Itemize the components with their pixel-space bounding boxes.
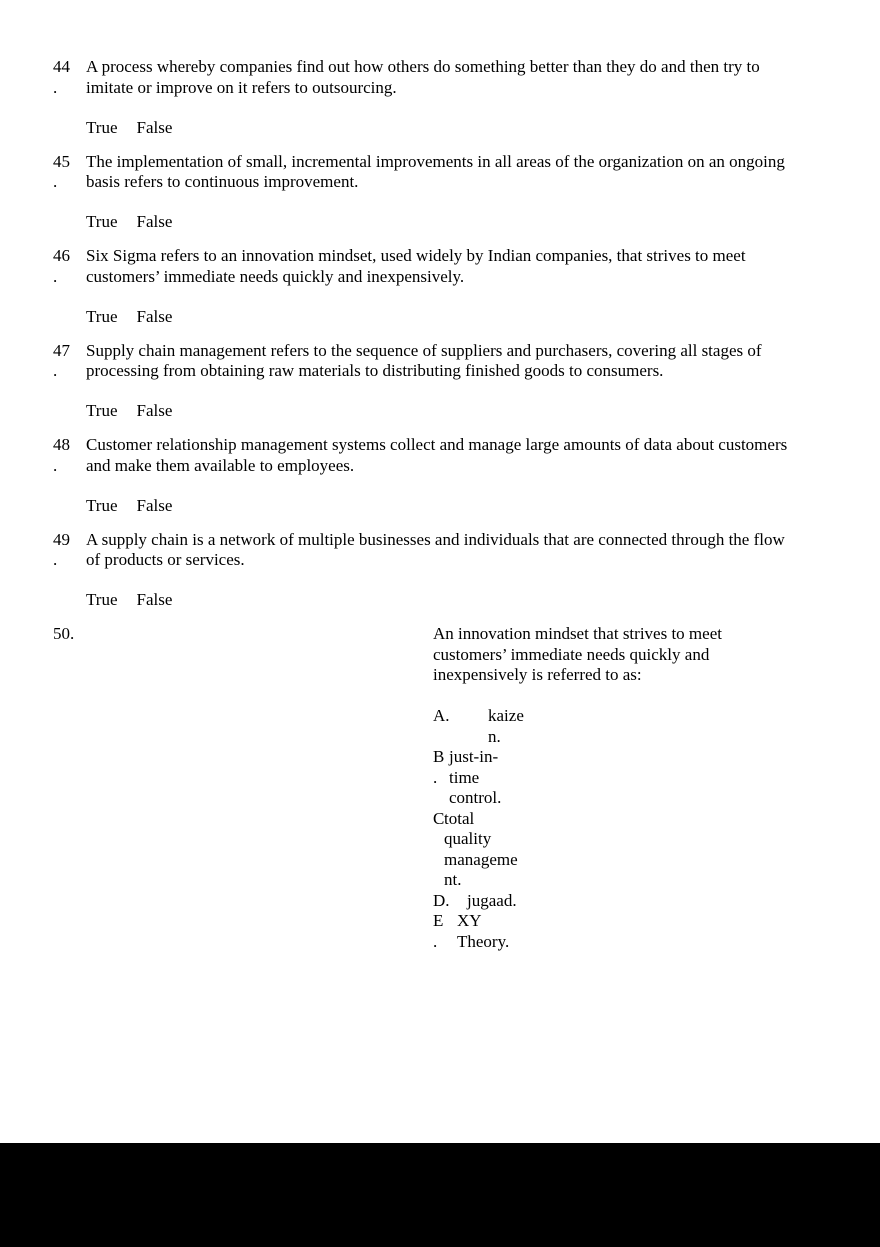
choice-text-line: just-in- [449, 747, 499, 766]
question-list [53, 57, 833, 952]
question-number-digits: 45 [53, 151, 70, 171]
choice-a[interactable] [433, 706, 743, 747]
choice-letter [433, 706, 488, 747]
true-false-options [86, 307, 833, 328]
choice-text-line: manageme [444, 849, 518, 869]
question-text-line: customers’ immediate needs quickly and inexpensively. [86, 266, 465, 286]
choice-text-line: n. [488, 726, 501, 746]
choice-text [449, 747, 501, 809]
question-number-dot: . [53, 172, 58, 191]
question-text-line: An innovation mindset that strives to meet [433, 624, 722, 643]
question-text-line: and make them available to employees. [86, 455, 355, 475]
question-text [433, 624, 743, 686]
question-number-digits: 50. [53, 624, 75, 643]
true-false-options [86, 401, 833, 422]
question-text-line: The implementation of small, incremental improvements in all areas of the organization on an ongoing [86, 151, 785, 171]
question-number-dot: . [53, 550, 58, 569]
true-false-options [86, 496, 833, 517]
true-option[interactable]: True [86, 306, 118, 326]
question-text-line: Customer relationship management systems collect and manage large amounts of data about customers [86, 435, 788, 454]
false-option[interactable]: False [136, 117, 173, 137]
answer-choices [433, 706, 743, 952]
choice-text-line: XY [457, 911, 482, 930]
choice-text-line: nt. [444, 870, 462, 889]
choice-text-line: jugaad. [467, 890, 517, 910]
question-number [53, 624, 433, 952]
choice-letter-line: D. [433, 890, 450, 910]
question-number [53, 57, 86, 98]
choice-text-line: kaize [488, 706, 524, 725]
choice-text [444, 809, 518, 891]
question-50 [53, 624, 833, 952]
false-option[interactable]: False [136, 212, 173, 231]
question-number [53, 152, 86, 193]
choice-text-line: total [444, 808, 475, 828]
question-50-body [433, 624, 743, 952]
choice-letter-line: A. [433, 706, 450, 725]
question-text-line: Supply chain management refers to the sequence of suppliers and purchasers, covering all stages of [86, 340, 762, 360]
choice-letter-line: B [433, 747, 445, 766]
choice-letter-line: C [433, 808, 445, 828]
question-number [53, 435, 86, 476]
choice-text [488, 706, 524, 747]
question-49 [53, 530, 833, 611]
choice-text-line: Theory. [457, 931, 510, 951]
question-text [86, 57, 833, 98]
question-number-digits: 44 [53, 57, 70, 76]
question-text-line: of products or services. [86, 550, 245, 569]
question-44 [53, 57, 833, 138]
choice-text-line: time [449, 767, 480, 787]
question-48 [53, 435, 833, 516]
false-option[interactable]: False [136, 590, 173, 609]
question-text [86, 341, 833, 382]
true-false-options [86, 212, 833, 233]
choice-letter [433, 891, 467, 912]
question-number-dot: . [53, 455, 58, 475]
choice-c[interactable] [433, 809, 743, 891]
true-option[interactable]: True [86, 495, 118, 515]
question-text [86, 246, 833, 287]
question-text-line: processing from obtaining raw materials to distributing finished goods to consumers. [86, 361, 664, 380]
choice-letter-line: E [433, 911, 444, 930]
question-text [86, 530, 833, 571]
question-47 [53, 341, 833, 422]
choice-e[interactable] [433, 911, 743, 952]
true-false-options [86, 118, 833, 139]
question-text [86, 435, 833, 476]
question-number [53, 530, 86, 571]
question-number-digits: 46 [53, 246, 70, 265]
question-45 [53, 152, 833, 233]
choice-d[interactable] [433, 891, 743, 912]
choice-letter-line: . [433, 767, 438, 787]
choice-letter [433, 747, 449, 809]
choice-b[interactable] [433, 747, 743, 809]
choice-text [467, 891, 517, 912]
question-number [53, 341, 86, 382]
question-text-line: A supply chain is a network of multiple businesses and individuals that are connected through the flow [86, 529, 785, 549]
question-text-line: Six Sigma refers to an innovation mindset, used widely by Indian companies, that strives to meet [86, 246, 746, 265]
question-number-dot: . [53, 266, 58, 286]
question-text-line: A process whereby companies find out how others do something better than they do and then try to [86, 57, 760, 76]
question-text-line: inexpensively is referred to as: [433, 665, 642, 684]
true-false-options [86, 590, 833, 611]
choice-letter [433, 911, 457, 952]
true-option[interactable]: True [86, 590, 118, 609]
true-option[interactable]: True [86, 401, 118, 420]
true-option[interactable]: True [86, 117, 118, 137]
bottom-black-bar [0, 1143, 880, 1247]
question-text-line: imitate or improve on it refers to outsourcing. [86, 77, 397, 97]
choice-text [457, 911, 509, 952]
question-number-digits: 49 [53, 529, 70, 549]
question-number-dot: . [53, 77, 58, 97]
question-number [53, 246, 86, 287]
true-option[interactable]: True [86, 212, 118, 231]
question-number-dot: . [53, 361, 58, 380]
question-text-line: basis refers to continuous improvement. [86, 172, 359, 191]
choice-text-line: control. [449, 788, 502, 807]
choice-text-line: quality [444, 829, 492, 848]
false-option[interactable]: False [136, 495, 173, 515]
question-text-line: customers’ immediate needs quickly and [433, 644, 710, 664]
false-option[interactable]: False [136, 306, 173, 326]
false-option[interactable]: False [136, 401, 173, 420]
choice-letter [433, 809, 444, 891]
question-text [86, 152, 833, 193]
question-number-digits: 47 [53, 340, 70, 360]
question-46 [53, 246, 833, 327]
choice-letter-line: . [433, 931, 438, 951]
question-number-digits: 48 [53, 435, 70, 454]
